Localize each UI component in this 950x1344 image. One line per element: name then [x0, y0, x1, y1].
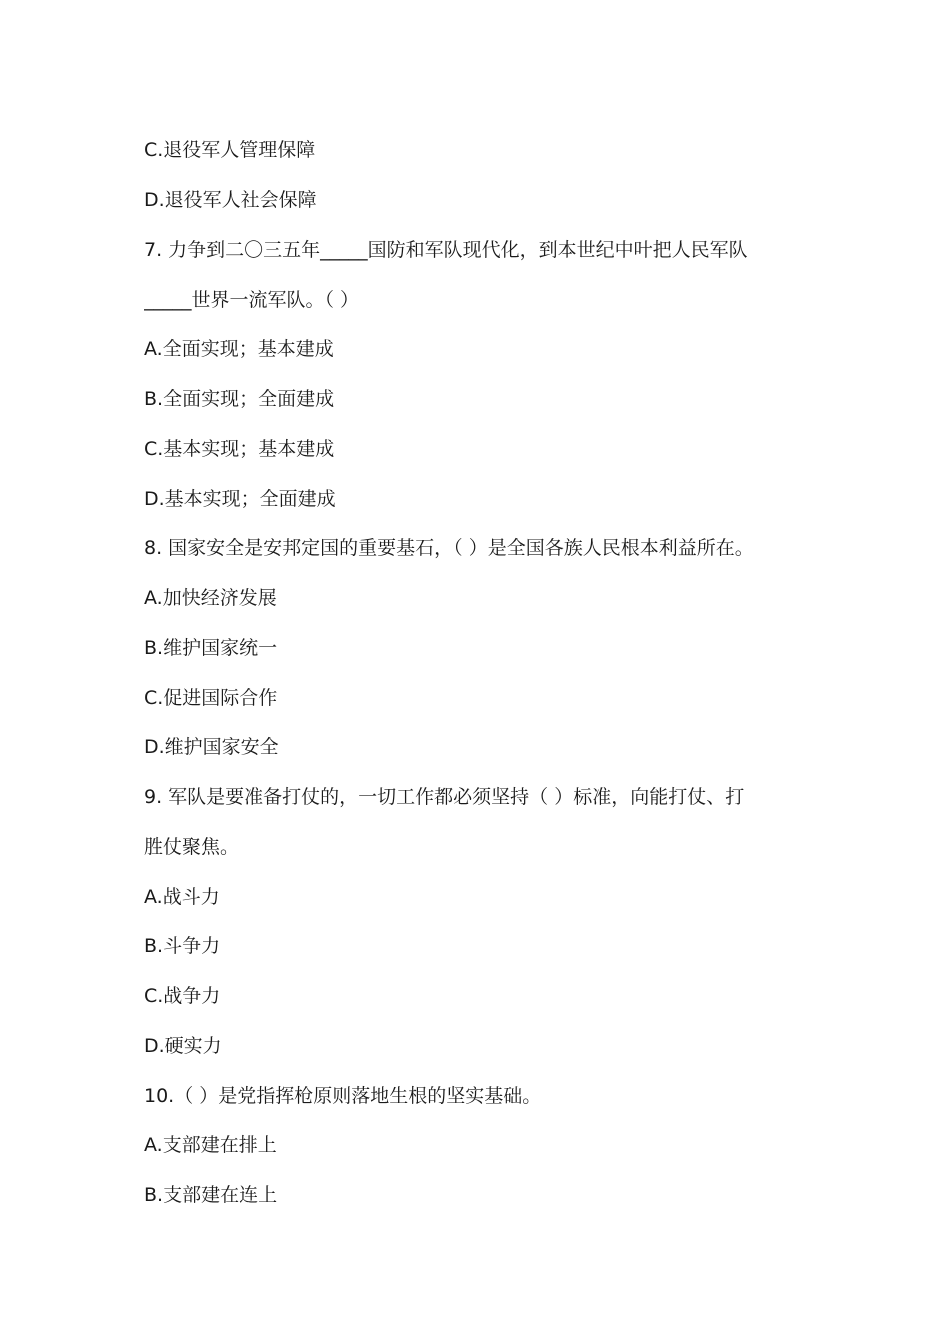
option-b-q8: B.维护国家统一	[144, 637, 278, 659]
question-7-line-2: _____世界一流军队。（ ）	[144, 289, 360, 311]
option-a-q8: A.加快经济发展	[144, 587, 277, 609]
question-8: 8. 国家安全是安邦定国的重要基石，（ ）是全国各族人民根本利益所在。	[144, 537, 754, 559]
option-c-q9: C.战争力	[144, 985, 221, 1007]
option-c-q6: C.退役军人管理保障	[144, 139, 316, 161]
question-7-line-1: 7. 力争到二〇三五年_____国防和军队现代化，到本世纪中叶把人民军队	[144, 239, 748, 261]
option-d-q6: D.退役军人社会保障	[144, 189, 317, 211]
option-b-q7: B.全面实现；全面建成	[144, 388, 335, 410]
option-a-q7: A.全面实现；基本建成	[144, 338, 334, 360]
option-a-q9: A.战斗力	[144, 886, 220, 908]
question-9-line-1: 9. 军队是要准备打仗的，一切工作都必须坚持（ ）标准，向能打仗、打	[144, 786, 745, 808]
question-10: 10.（ ）是党指挥枪原则落地生根的坚实基础。	[144, 1085, 542, 1107]
option-d-q7: D.基本实现；全面建成	[144, 488, 336, 510]
question-9-line-2: 胜仗聚焦。	[144, 836, 240, 858]
option-b-q10: B.支部建在连上	[144, 1184, 278, 1206]
option-b-q9: B.斗争力	[144, 935, 221, 957]
option-d-q8: D.维护国家安全	[144, 736, 279, 758]
option-d-q9: D.硬实力	[144, 1035, 222, 1057]
option-a-q10: A.支部建在排上	[144, 1134, 277, 1156]
option-c-q8: C.促进国际合作	[144, 687, 278, 709]
option-c-q7: C.基本实现；基本建成	[144, 438, 335, 460]
